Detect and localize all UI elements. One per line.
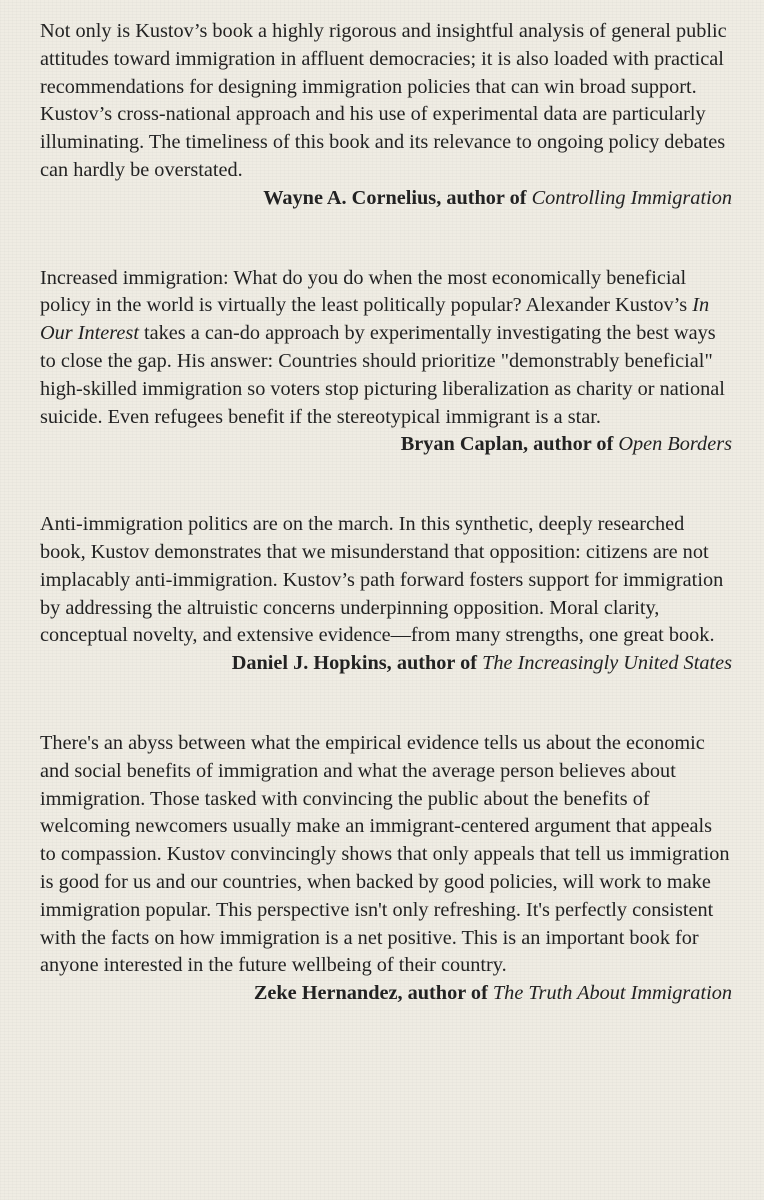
endorsement-attribution: [40, 431, 732, 459]
endorsement-quote: Anti-immigration politics are on the march. In this synthetic, deeply researched book, Kustov demonstrates that we misunderstand that opposition: citizens are not implacably anti-immigration. Kustov’s path forward fosters support for immigration by addressing the altruistic concerns underpinning opposition. Moral clarity, conceptual novelty, and extensive evidence—from many strengths, one great book.: [40, 513, 724, 647]
endorser-book-title: The Increasingly United States: [482, 652, 732, 675]
endorsement-attribution: [40, 980, 732, 1008]
endorser-name: Daniel J. Hopkins, author of: [231, 652, 483, 675]
endorsement-attribution: [40, 185, 732, 213]
endorser-name: Wayne A. Cornelius, author of: [263, 186, 532, 209]
endorsement-hernandez: [40, 730, 732, 1008]
endorser-name: Bryan Caplan, author of: [400, 433, 619, 456]
endorser-name: Zeke Hernandez, author of: [253, 982, 493, 1005]
endorser-book-title: Open Borders: [618, 433, 732, 456]
endorser-book-title: The Truth About Immigration: [492, 982, 732, 1005]
endorsement-caplan: [40, 265, 732, 460]
endorsement-quote: There's an abyss between what the empirical evidence tells us about the economic and social benefits of immigration and what the average person believes about immigration. Those tasked with convincing the public about the benefits of welcoming newcomers usually make an immigrant-centered argument that appeals to compassion. Kustov convincingly shows that only appeals that tell us immigration is good for us and our countries, when backed by good policies, will work to make immigration popular. This perspective isn't only refreshing. It's perfectly consistent with the facts on how immigration is a net positive. This is an important book for anyone interested in the future wellbeing of their country.: [40, 731, 730, 977]
endorser-book-title: Controlling Immigration: [531, 186, 732, 209]
endorsement-attribution: [40, 650, 732, 678]
endorsement-hopkins: [40, 511, 732, 678]
quote-text-after: takes a can-do approach by experimentally investigating the best ways to close the gap. His answer: Countries should prioritize "demonstrably beneficial" high-skilled immigration so voters stop picturing liberalization as charity or national suicide. Even refugees benefit if the stereotypical immigrant is a star.: [40, 322, 725, 428]
endorsement-quote: [40, 265, 732, 432]
quote-book-title: In Our Interest: [40, 294, 710, 345]
endorsement-quote: Not only is Kustov’s book a highly rigorous and insightful analysis of general public attitudes toward immigration in affluent democracies; it is also loaded with practical recommendations for designing immigration policies that can win broad support. Kustov’s cross-national approach and his use of experimental data are particularly illuminating. The timeliness of this book and its relevance to ongoing policy debates can hardly be overstated.: [40, 20, 727, 181]
endorsement-cornelius: [40, 18, 732, 213]
quote-text-before: Increased immigration: What do you do when the most economically beneficial policy in the world is virtually the least politically popular? Alexander Kustov’s: [40, 266, 693, 317]
